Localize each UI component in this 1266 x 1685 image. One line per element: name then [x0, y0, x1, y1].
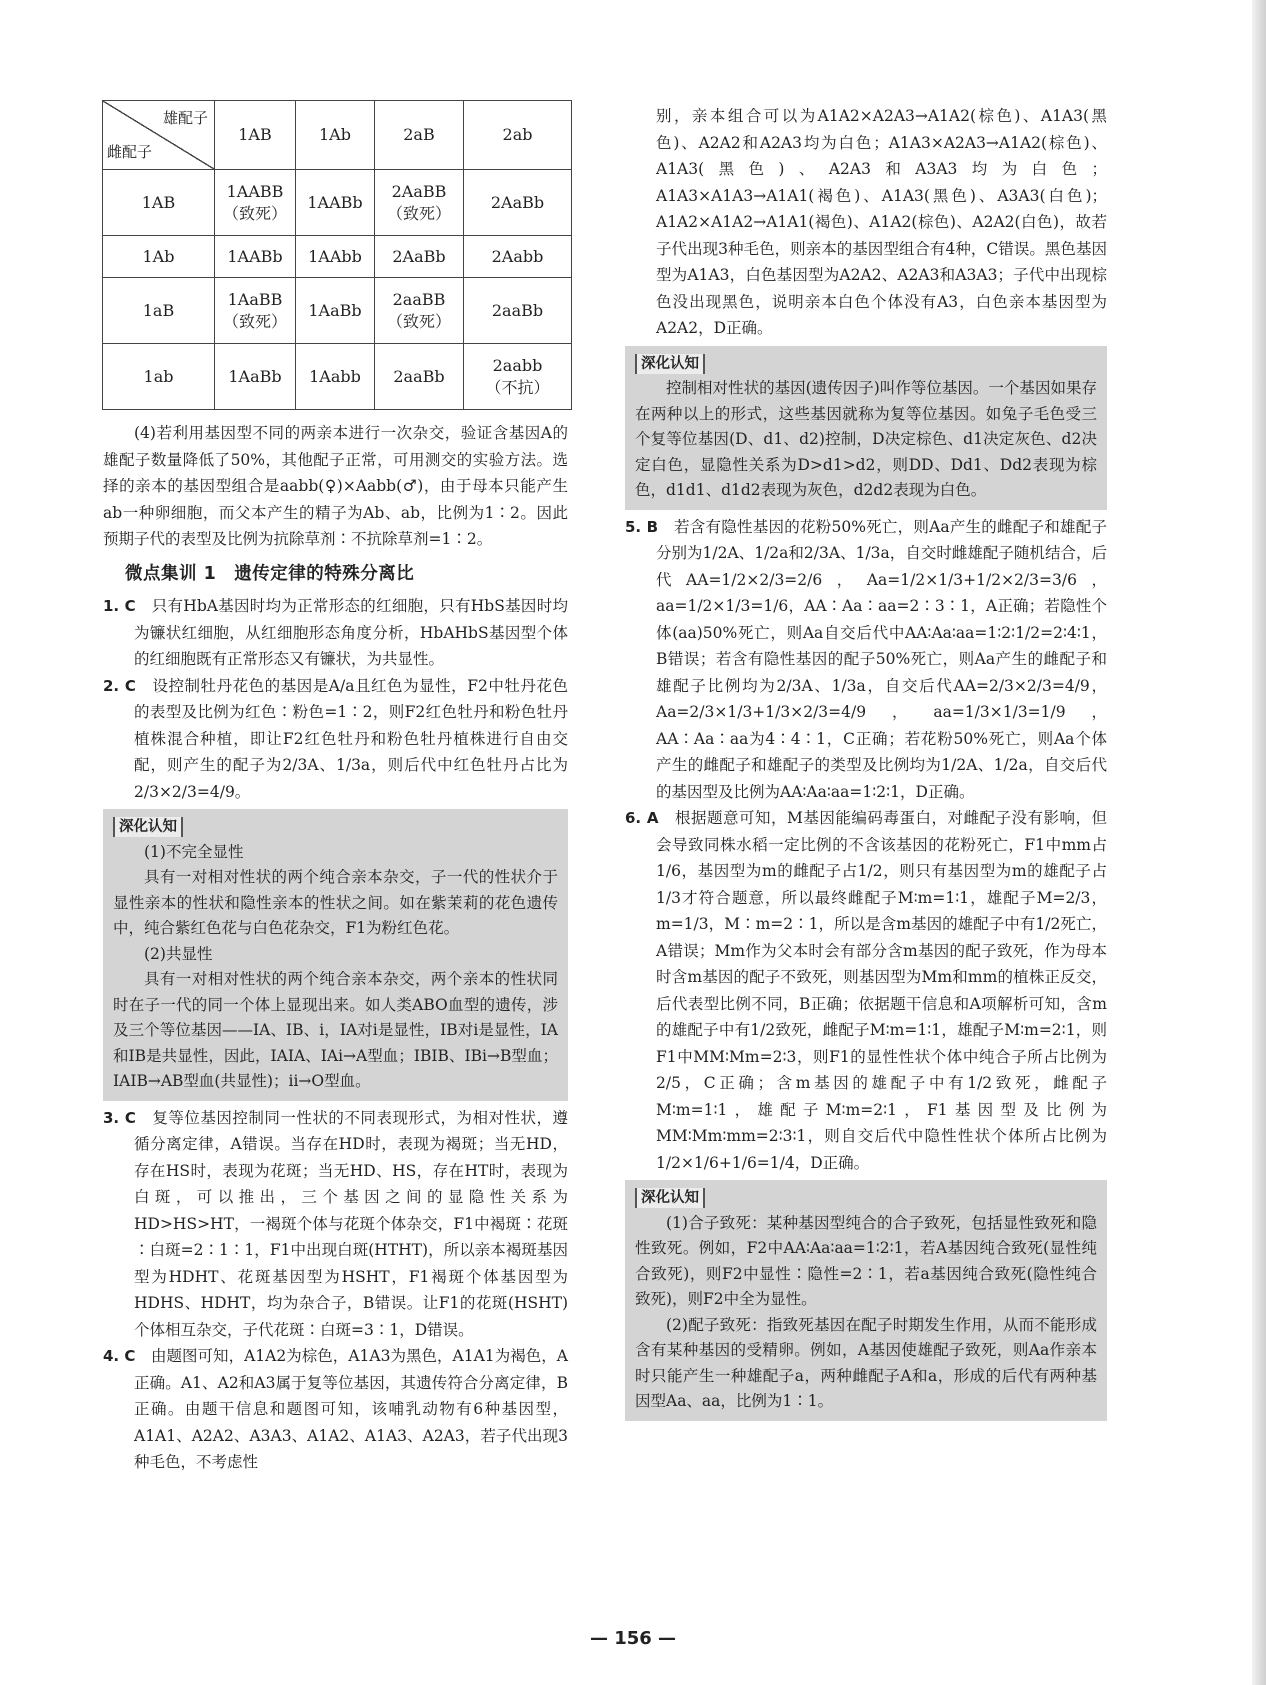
insight-heading: (2)共显性 [144, 944, 213, 963]
question-1: 1. C 只有HbA基因时均为正常形态的红细胞，只有HbS基因时均为镰状红细胞，从红细胞形态角度分析，HbAHbS基因型个体的红细胞既有正常形态又有镰状，为共显性。 [103, 597, 568, 668]
insight-text: 具有一对相对性状的两个纯合亲本杂交，子一代的性状介于显性亲本的性状和隐性亲本的性状之间。如在紫茉莉的花色遗传中，纯合紫红色花与白色花杂交，F1为粉红色花。 [113, 868, 558, 937]
table-cell: 1AaBB （致死） [215, 278, 296, 344]
punnett-table [102, 100, 572, 410]
corner-male-label: 雄配子 [162, 109, 208, 127]
question-5: 5. B 若含有隐性基因的花粉50%死亡，则Aa产生的雌配子和雄配子分别为1/2A、1/2a和2/3A、1/3a，自交时雌雄配子随机结合，后代AA=1/2×2/3=2/6，Aa=1/2×1/3+1/2×2/3=3/6，aa=1/2×1/3=1/6，AA∶Aa∶aa=2∶3∶1，A正确；若隐性个体(aa)50%死亡，则Aa自交后代中AA∶Aa∶aa=1∶2∶1/2=2∶4∶1，B错误；若含有隐性基因的配子50%死亡，则Aa产生的雌配子和雄配子比例均为2/3A、1/3a，自交后代AA=2/3×2/3=4/9，Aa=2/3×1/3+1/3×2/3=4/9，aa=1/3×1/3=1/9，AA∶Aa∶aa为4∶4∶1，C正确；若花粉50%死亡，则Aa个体产生的雌配子和雄配子的类型及比例均为1/2A、1/2a，自交后代的基因型及比例为AA∶Aa∶aa=1∶2∶1，D正确。 [625, 517, 1108, 801]
right-column [625, 103, 1107, 1425]
insight-tag: 深化认知 [635, 1188, 705, 1208]
col-header: 2aB [375, 101, 464, 170]
table-cell: 1AAbb [296, 236, 375, 278]
insight-box-3 [625, 1180, 1107, 1421]
row-header: 1Ab [103, 236, 215, 278]
insight-text: (2)配子致死：指致死基因在配子时期发生作用，从而不能形成含有某种基因的受精卵。例如，A基因使雄配子致死，则Aa作亲本时只能产生一种雄配子a，两种雌配子A和a，形成的后代有两种基因型Aa、aa，比例为1∶1。 [635, 1315, 1097, 1410]
left-column [103, 100, 568, 1476]
table-cell: 2aaBB （致死） [375, 278, 464, 344]
row-header: 1AB [103, 170, 215, 236]
section-title: 微点集训 1 遗传定律的特殊分离比 [125, 563, 415, 584]
page-edge-shadow [1252, 0, 1266, 1685]
table-cell: 1AaBb [215, 344, 296, 410]
question-3: 3. C 复等位基因控制同一性状的不同表现形式，为相对性状，遵循分离定律，A错误。当存在HD时，表现为褐斑；当无HD，存在HS时，表现为花斑；当无HD、HS，存在HT时，表现为白斑，可以推出，三个基因之间的显隐性关系为HD>HS>HT，一褐斑个体与花斑个体杂交，F1中褐斑∶花斑∶白斑=2∶1∶1，F1中出现白斑(HTHT)，所以亲本褐斑基因型为HDHT、花斑基因型为HSHT，F1褐斑个体基因型为HDHS、HDHT，均为杂合子，B错误。让F1的花斑(HSHT)个体相互杂交，子代花斑∶白斑=3∶1，D错误。 [103, 1108, 568, 1339]
table-cell: 1AABB （致死） [215, 170, 296, 236]
table-cell: 1AABb [215, 236, 296, 278]
table-row [103, 344, 572, 410]
table-row [103, 170, 572, 236]
insight-heading: (1)不完全显性 [144, 842, 244, 861]
table-corner [103, 101, 215, 170]
table-cell: 2AaBb [375, 236, 464, 278]
corner-female-label: 雌配子 [107, 143, 153, 161]
table-cell: 1AaBb [296, 278, 375, 344]
col-header: 1AB [215, 101, 296, 170]
table-cell: 2aaBb [464, 278, 572, 344]
table-cell: 2aabb （不抗） [464, 344, 572, 410]
insight-box-1 [103, 809, 568, 1101]
row-header: 1aB [103, 278, 215, 344]
question-4-continued: 别，亲本组合可以为A1A2×A2A3→A1A2(棕色)、A1A3(黑色)、A2A2和A2A3均为白色；A1A3×A2A3→A1A2(棕色)、A1A3(黑色)、A2A3和A3A3均为白色；A1A3×A1A3→A1A1(褐色)、A1A3(黑色)、A3A3(白色)；A1A2×A1A2→A1A1(褐色)、A1A2(棕色)、A2A2(白色)，故若子代出现3种毛色，则亲本的基因型组合有4种，C错误。黑色基因型为A1A3，白色基因型为A2A2、A2A3和A3A3；子代中出现棕色没出现黑色，说明亲本白色个体没有A3，白色亲本基因型为A2A2，D正确。 [656, 107, 1107, 337]
question-number: 4. C [103, 1347, 136, 1365]
table-cell: 2aaBb [375, 344, 464, 410]
table-cell: 1AABb [296, 170, 375, 236]
table-row [103, 278, 572, 344]
row-header: 1ab [103, 344, 215, 410]
question-number: 6. A [625, 809, 659, 827]
insight-text: 具有一对相对性状的两个纯合亲本杂交，两个亲本的性状同时在子一代的同一个体上显现出来。如人类ABO血型的遗传，涉及三个等位基因——IA、IB、i，IA对i是显性，IB对i是显性，IA和IB是共显性，因此，IAIA、IAi→A型血；IBIB、IBi→B型血；IAIB→AB型血(共显性)；ii→O型血。 [113, 970, 558, 1090]
question-number: 1. C [103, 597, 136, 615]
insight-box-2 [625, 346, 1107, 510]
table-row [103, 236, 572, 278]
question-number: 2. C [103, 676, 136, 695]
page-number: — 156 — [589, 1628, 677, 1649]
col-header: 2ab [464, 101, 572, 170]
question-4: 4. C 由题图可知，A1A2为棕色，A1A3为黑色，A1A1为褐色，A正确。A1、A2和A3属于复等位基因，其遗传符合分离定律，B正确。由题干信息和题图可知，该哺乳动物有6种基因型，A1A1、A2A2、A3A3、A1A2、A1A3、A2A3，若子代出现3种毛色，不考虑性 [103, 1347, 568, 1471]
table-cell: 2AaBB （致死） [375, 170, 464, 236]
insight-tag: 深化认知 [113, 817, 183, 837]
table-cell: 2AaBb [464, 170, 572, 236]
question-number: 5. B [625, 517, 659, 536]
question-2: 2. C 设控制牡丹花色的基因是A/a且红色为显性，F2中牡丹花色的表型及比例为红色∶粉色=1∶2，则F2红色牡丹和粉色牡丹植株混合种植，即让F2红色牡丹和粉色牡丹植株进行自由交配，则产生的配子为2/3A、1/3a，则后代中红色牡丹占比为2/3×2/3=4/9。 [103, 676, 568, 801]
insight-text: 控制相对性状的基因(遗传因子)叫作等位基因。一个基因如果存在两种以上的形式，这些基因就称为复等位基因。如兔子毛色受三个复等位基因(D、d1、d2)控制，D决定棕色、d1决定灰色、d2决定白色，显隐性关系为D>d1>d2，则DD、Dd1、Dd2表现为棕色，d1d1、d1d2表现为灰色，d2d2表现为白色。 [635, 379, 1097, 499]
answer-paragraph-4: (4)若利用基因型不同的两亲本进行一次杂交，验证含基因A的雄配子数量降低了50%，其他配子正常，可用测交的实验方法。选择的亲本的基因型组合是aabb(♀)×Aabb(♂)，由于母本只能产生ab一种卵细胞，而父本产生的精子为Ab、ab，比例为1∶2。因此预期子代的表型及比例为抗除草剂∶不抗除草剂=1∶2。 [103, 424, 568, 548]
col-header: 1Ab [296, 101, 375, 170]
question-number: 3. C [103, 1108, 136, 1127]
question-6: 6. A 根据题意可知，M基因能编码毒蛋白，对雌配子没有影响，但会导致同株水稻一定比例的不含该基因的花粉死亡，F1中mm占1/6，基因型为m的雌配子占1/2，则只有基因型为m的雄配子占1/3才符合题意，所以最终雌配子M∶m=1∶1，雄配子M=2/3，m=1/3，M∶m=2∶1，所以是含m基因的雄配子中有1/2死亡，A错误；Mm作为父本时会有部分含m基因的配子致死，作为母本时含m基因的配子不致死，则基因型为Mm和mm的植株正反交，后代表型比例不同，B正确；依据题干信息和A项解析可知，含m的雄配子中有1/2致死，雌配子M∶m=1∶1，雄配子M∶m=2∶1，则F1中MM∶Mm=2∶3，则F1的显性性状个体中纯合子所占比例为2/5，C正确；含m基因的雄配子中有1/2致死，雌配子M∶m=1∶1，雄配子M∶m=2∶1，F1基因型及比例为MM∶Mm∶mm=2∶3∶1，则自交后代中隐性性状个体所占比例为1/2×1/6+1/6=1/4，D正确。 [625, 809, 1107, 1172]
table-cell: 2Aabb [464, 236, 572, 278]
insight-tag: 深化认知 [635, 354, 705, 374]
insight-text: (1)合子致死：某种基因型纯合的合子致死，包括显性致死和隐性致死。例如，F2中AA∶Aa∶aa=1∶2∶1，若A基因纯合致死(显性纯合致死)，则F2中显性∶隐性=2∶1，若a基因纯合致死(隐性纯合致死)，则F2中全为显性。 [635, 1213, 1097, 1308]
table-cell: 1Aabb [296, 344, 375, 410]
